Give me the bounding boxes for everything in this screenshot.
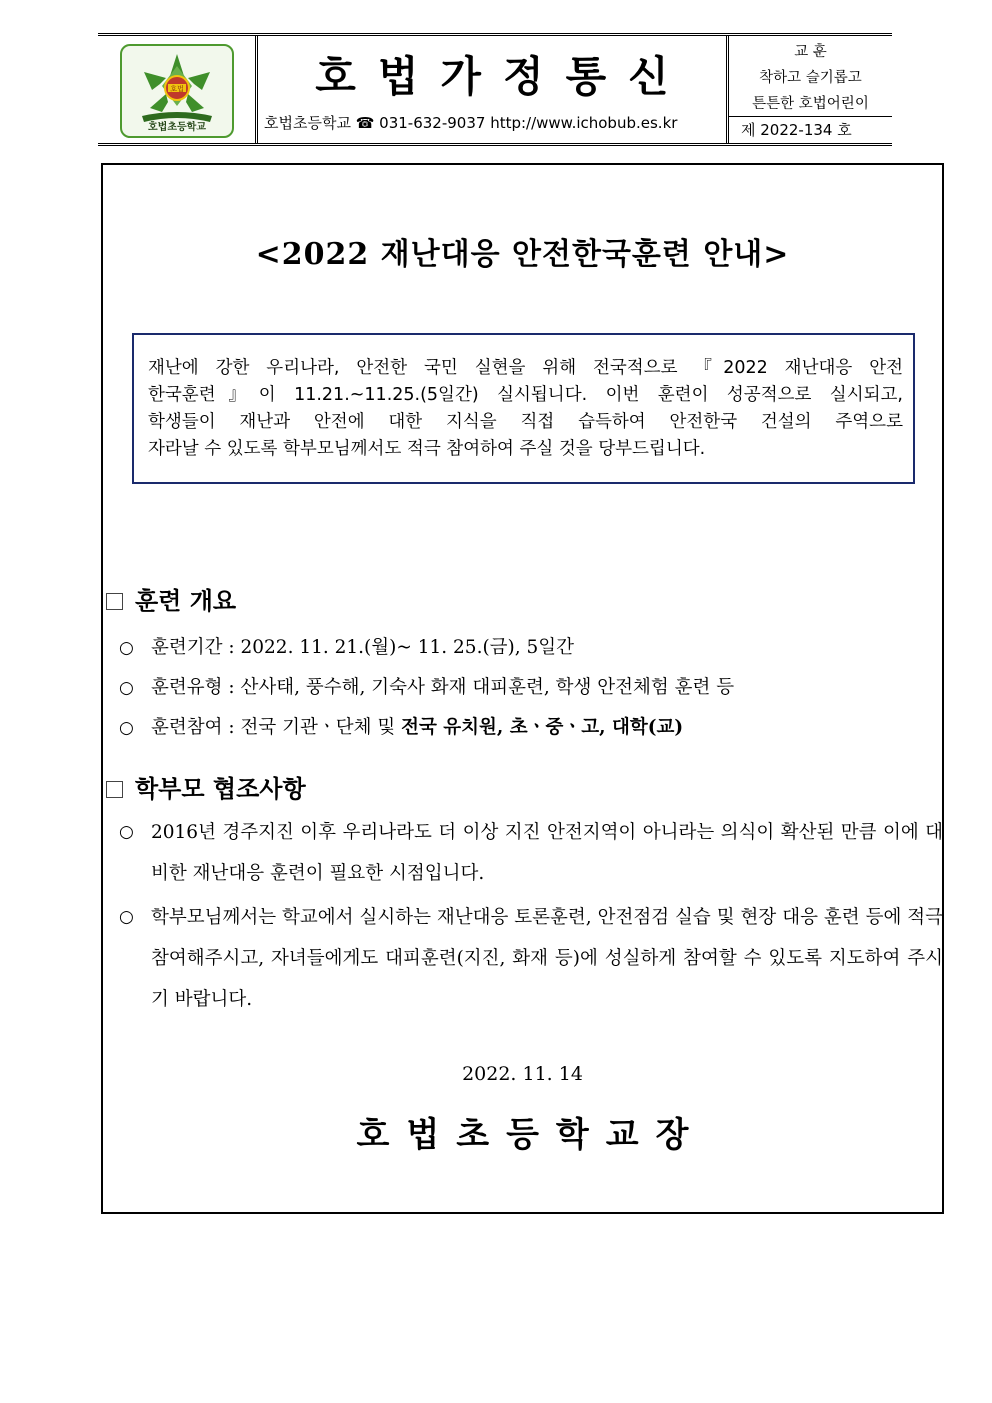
paragraph-text: 학부모님께서는 학교에서 실시하는 재난대응 토론훈련, 안전점검 실습 및 현장 대응 훈련 등에 적극 참여해주시고, 자녀들에게도 대피훈련(지진, 화재 등)에 성실하게 참여할 수 있도록 지도하여 주시기 바랍니다. <box>151 907 943 1010</box>
item-text-bold: 전국 유치원, 초ㆍ중ㆍ고, 대학(교) <box>401 717 684 738</box>
logo-cell <box>98 36 258 143</box>
overview-item-participants <box>119 713 683 739</box>
issue-date: 2022. 11. 14 <box>462 1063 583 1085</box>
item-text: 산사태, 풍수해, 기숙사 화재 대피훈련, 학생 안전체험 훈련 등 <box>240 677 735 698</box>
cooperation-paragraph-1 <box>119 812 943 894</box>
cooperation-paragraph-2 <box>119 897 943 1020</box>
item-label: 훈련참여 : <box>151 717 241 738</box>
logo-caption: 호법초등학교 <box>148 122 206 133</box>
section-training-overview <box>106 581 236 616</box>
circle-bullet-icon: ○ <box>119 638 134 658</box>
motto-cell <box>729 36 892 143</box>
item-text: 2022. 11. 21.(월)~ 11. 25.(금), 5일간 <box>240 637 575 658</box>
motto-line-2: 튼튼한 호법어린이 <box>752 96 869 112</box>
checkbox-square-icon <box>106 593 123 610</box>
school-contact: 호법초등학교 ☎ 031-632-9037 http://www.ichobub.es.kr <box>264 114 678 132</box>
item-label: 훈련유형 : <box>151 677 241 698</box>
newsletter-header <box>98 33 892 146</box>
overview-item-period <box>119 633 574 659</box>
section-heading: 훈련 개요 <box>135 587 237 615</box>
masthead-title: 호법가정통신 <box>315 52 691 101</box>
motto-title: 교 훈 <box>794 44 827 60</box>
intro-line-1: 재난에 강한 우리나라, 안전한 국민 실현을 위해 전국적으로 『2022 재난대응 안전 <box>148 358 903 378</box>
circle-bullet-icon: ○ <box>119 678 134 698</box>
section-heading: 학부모 협조사항 <box>135 775 306 803</box>
circle-bullet-icon: ○ <box>119 718 134 738</box>
circle-bullet-icon: ○ <box>119 907 134 927</box>
issue-number: 제 2022-134 호 <box>729 116 892 143</box>
overview-item-type <box>119 673 734 699</box>
intro-line-3: 학생들이 재난과 안전에 대한 지식을 직접 습득하여 안전한국 건설의 주역으로 <box>148 412 903 432</box>
svg-text:호법: 호법 <box>170 85 184 93</box>
checkbox-square-icon <box>106 781 123 798</box>
item-label: 훈련기간 : <box>151 637 241 658</box>
paragraph-text: 2016년 경주지진 이후 우리나라도 더 이상 지진 안전지역이 아니라는 의식이 확산된 만큼 이에 대비한 재난대응 훈련이 필요한 시점입니다. <box>151 822 943 884</box>
title-cell <box>258 36 729 143</box>
motto-line-1: 착하고 슬기롭고 <box>759 70 862 86</box>
document-title: <2022 재난대응 안전한국훈련 안내> <box>255 237 790 272</box>
circle-bullet-icon: ○ <box>119 822 134 842</box>
document-frame <box>101 163 944 1214</box>
intro-line-4: 자라날 수 있도록 학부모님께서도 적극 참여하여 주실 것을 당부드립니다. <box>148 439 706 459</box>
intro-box <box>132 333 915 484</box>
school-logo <box>120 44 234 138</box>
item-text: 전국 기관ㆍ단체 및 <box>240 717 402 738</box>
intro-line-2: 한국훈련』이 11.21.~11.25.(5일간) 실시됩니다. 이번 훈련이 성공적으로 실시되고, <box>148 385 903 405</box>
signer-principal: 호법초등학교장 <box>356 1115 706 1155</box>
section-parent-cooperation <box>106 769 306 804</box>
